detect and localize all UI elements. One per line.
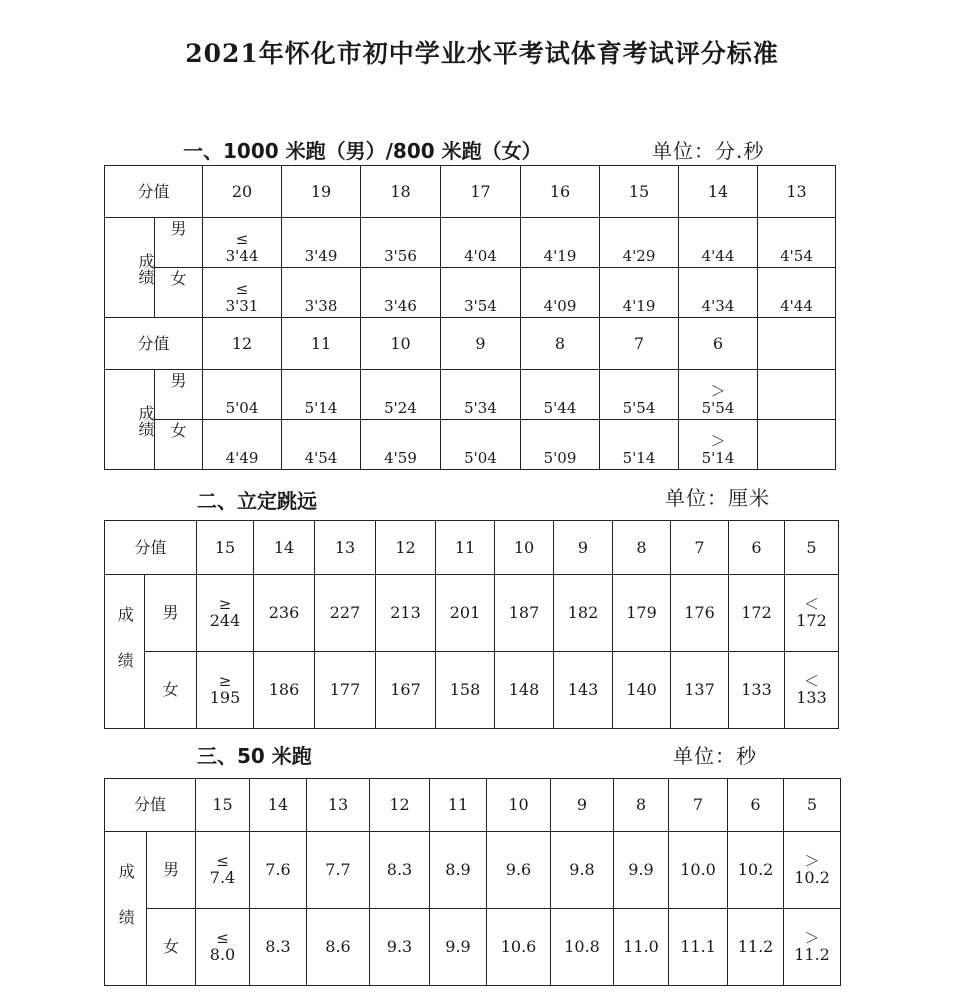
female-result-cell: [370, 909, 430, 986]
male-result-cell: [441, 218, 521, 268]
value: 9.8: [569, 860, 595, 880]
table-standing-long-jump: [104, 520, 839, 729]
female-result-cell: [196, 909, 250, 986]
section1-unit: 单位：分.秒: [652, 139, 765, 163]
value: 3'31: [225, 296, 259, 315]
value: 9.9: [628, 860, 654, 880]
score-cell: 19: [282, 166, 361, 218]
score-cell: 7: [669, 779, 728, 832]
value: 11.0: [623, 937, 659, 957]
score-cell: 13: [307, 779, 370, 832]
table-50m-run: [104, 778, 841, 986]
score-cell: 11: [282, 318, 361, 370]
score-cell: 15: [197, 521, 254, 575]
value: 172: [796, 611, 827, 631]
female-result-cell: [784, 909, 841, 986]
male-result-cell: [729, 575, 785, 652]
value: 167: [390, 680, 421, 700]
female-label: 女: [145, 652, 197, 729]
value: 148: [508, 680, 540, 700]
score-cell: 20: [203, 166, 282, 218]
score-cell: 13: [315, 521, 376, 575]
score-cell: 14: [254, 521, 315, 575]
value: 8.6: [325, 937, 351, 957]
male-result-cell: [551, 832, 614, 909]
value: 10.0: [680, 860, 716, 880]
male-result-cell: [600, 370, 679, 420]
score-row: [105, 318, 836, 370]
male-result-cell: [254, 575, 315, 652]
value: 7.4: [209, 868, 236, 888]
female-result-cell: [669, 909, 728, 986]
female-label: 女: [155, 420, 203, 470]
value: 4'34: [701, 296, 735, 315]
value: 137: [684, 680, 715, 700]
score-cell: 8: [613, 521, 671, 575]
female-result-cell: [203, 268, 282, 318]
value: 227: [329, 603, 361, 623]
page-title: 2021年怀化市初中学业水平考试体育考试评分标准: [185, 39, 779, 68]
female-result-cell: [441, 268, 521, 318]
score-cell: 5: [784, 779, 841, 832]
value: 187: [508, 603, 540, 623]
value: 236: [268, 603, 300, 623]
result-row-male: [105, 832, 841, 909]
score-cell: 14: [250, 779, 307, 832]
score-cell: 8: [614, 779, 669, 832]
value: 3'46: [384, 296, 417, 315]
comparison-symbol: ≥: [218, 594, 232, 613]
score-cell: 11: [436, 521, 495, 575]
score-cell: 18: [361, 166, 441, 218]
male-result-cell: [307, 832, 370, 909]
male-label: 男: [155, 218, 203, 268]
value: 5'04: [464, 448, 497, 467]
female-result-cell: [307, 909, 370, 986]
value: 179: [626, 603, 657, 623]
value: 133: [741, 680, 772, 700]
female-result-cell: [361, 268, 441, 318]
value: 4'54: [780, 246, 813, 265]
value: 11.1: [680, 937, 716, 957]
male-result-cell: [613, 575, 671, 652]
male-result-cell: [521, 218, 600, 268]
value: 213: [390, 603, 421, 623]
score-label: 分值: [105, 166, 203, 218]
score-label: 分值: [105, 779, 196, 832]
value: 10.6: [500, 937, 537, 957]
value: 186: [268, 680, 300, 700]
value: 5'54: [701, 398, 735, 417]
value: 9.9: [445, 937, 471, 957]
female-result-cell: [671, 652, 729, 729]
score-cell: 15: [600, 166, 679, 218]
male-result-cell: [728, 832, 784, 909]
male-result-cell: [785, 575, 839, 652]
value: 5'44: [543, 398, 577, 417]
value: 5'34: [464, 398, 497, 417]
value: 182: [567, 603, 599, 623]
male-result-cell: [361, 218, 441, 268]
female-result-cell: [551, 909, 614, 986]
male-result-cell: [282, 370, 361, 420]
female-result-cell: [282, 420, 361, 470]
value: 201: [449, 603, 481, 623]
female-result-cell: [495, 652, 554, 729]
value: 140: [626, 680, 657, 700]
male-result-cell: [671, 575, 729, 652]
score-cell: 7: [600, 318, 679, 370]
score-cell: 10: [487, 779, 551, 832]
male-result-cell: [521, 370, 600, 420]
female-result-cell: [282, 268, 361, 318]
male-result-cell: [600, 218, 679, 268]
comparison-symbol: ＞: [804, 928, 820, 947]
score-label: 分值: [105, 318, 203, 370]
value: 11.2: [737, 937, 774, 957]
value: 5'09: [543, 448, 577, 467]
score-cell: 10: [495, 521, 554, 575]
value: 177: [329, 680, 361, 700]
male-result-cell: [361, 370, 441, 420]
section2-heading: 二、立定跳远: [197, 489, 317, 513]
value: 4'44: [780, 296, 813, 315]
female-result-cell: [521, 268, 600, 318]
section1-heading: 一、1000 米跑（男）/800 米跑（女）: [183, 139, 542, 163]
male-result-cell: [250, 832, 307, 909]
male-label: 男: [155, 370, 203, 420]
value: 133: [796, 688, 827, 708]
score-cell: 12: [203, 318, 282, 370]
male-result-cell: [282, 218, 361, 268]
value: 172: [741, 603, 772, 623]
female-result-cell: [679, 268, 758, 318]
female-result-cell: [197, 652, 254, 729]
empty-cell: [758, 420, 836, 470]
value: 4'59: [384, 448, 417, 467]
female-result-cell: [376, 652, 436, 729]
result-row-male: [105, 575, 839, 652]
male-result-cell: [203, 218, 282, 268]
male-result-cell: [203, 370, 282, 420]
female-result-cell: [679, 420, 758, 470]
comparison-symbol: ≤: [216, 851, 229, 870]
female-result-cell: [785, 652, 839, 729]
value: 4'54: [304, 448, 338, 467]
table-1000m-run: [104, 165, 836, 470]
score-cell: 9: [554, 521, 613, 575]
score-cell: 10: [361, 318, 441, 370]
female-result-cell: [436, 652, 495, 729]
score-cell: 7: [671, 521, 729, 575]
female-result-cell: [554, 652, 613, 729]
value: 244: [209, 611, 241, 631]
score-cell: 12: [370, 779, 430, 832]
value: 4'19: [543, 246, 577, 265]
grade-label: 成绩: [105, 575, 145, 729]
score-cell: 15: [196, 779, 250, 832]
result-row-female: [105, 268, 836, 318]
male-result-cell: [487, 832, 551, 909]
value: 3'38: [304, 296, 338, 315]
value: 8.3: [265, 937, 291, 957]
female-result-cell: [521, 420, 600, 470]
female-result-cell: [729, 652, 785, 729]
score-row: [105, 166, 836, 218]
female-result-cell: [600, 420, 679, 470]
female-result-cell: [614, 909, 669, 986]
value: 7.7: [325, 860, 351, 880]
value: 195: [209, 688, 241, 708]
value: 158: [449, 680, 481, 700]
female-result-cell: [315, 652, 376, 729]
male-result-cell: [679, 370, 758, 420]
male-result-cell: [436, 575, 495, 652]
score-cell: 17: [441, 166, 521, 218]
score-row: [105, 521, 839, 575]
section3-unit: 单位：秒: [673, 744, 757, 768]
female-result-cell: [600, 268, 679, 318]
male-result-cell: [441, 370, 521, 420]
male-label: 男: [147, 832, 196, 909]
male-result-cell: [784, 832, 841, 909]
male-result-cell: [370, 832, 430, 909]
female-result-cell: [441, 420, 521, 470]
value: 3'49: [304, 246, 338, 265]
score-cell: 13: [758, 166, 836, 218]
female-result-cell: [613, 652, 671, 729]
female-result-cell: [728, 909, 784, 986]
female-result-cell: [254, 652, 315, 729]
value: 4'44: [701, 246, 735, 265]
score-cell: 5: [785, 521, 839, 575]
female-result-cell: [203, 420, 282, 470]
value: 3'56: [384, 246, 417, 265]
grade-label: 成绩: [105, 370, 155, 470]
value: 10.2: [737, 860, 774, 880]
male-result-cell: [614, 832, 669, 909]
comparison-symbol: ＞: [710, 432, 726, 450]
value: 5'04: [225, 398, 259, 417]
value: 9.6: [505, 860, 532, 880]
female-result-cell: [758, 268, 836, 318]
male-result-cell: [196, 832, 250, 909]
comparison-symbol: ≤: [216, 928, 229, 947]
male-label: 男: [145, 575, 197, 652]
score-cell: 11: [430, 779, 487, 832]
value: 143: [567, 680, 599, 700]
score-cell: 8: [521, 318, 600, 370]
value: 5'54: [622, 398, 656, 417]
score-label: 分值: [105, 521, 197, 575]
male-result-cell: [554, 575, 613, 652]
female-result-cell: [361, 420, 441, 470]
value: 4'04: [464, 246, 497, 265]
value: 4'09: [543, 296, 577, 315]
value: 11.2: [794, 945, 830, 965]
value: 10.2: [794, 868, 830, 888]
section2-unit: 单位：厘米: [665, 486, 770, 510]
value: 8.3: [386, 860, 413, 880]
value: 8.0: [209, 945, 236, 965]
female-result-cell: [487, 909, 551, 986]
male-result-cell: [376, 575, 436, 652]
male-result-cell: [758, 218, 836, 268]
score-cell: 16: [521, 166, 600, 218]
comparison-symbol: ＜: [804, 594, 820, 613]
comparison-symbol: ＜: [804, 671, 820, 690]
score-cell: 6: [679, 318, 758, 370]
value: 4'49: [225, 448, 259, 467]
female-result-cell: [430, 909, 487, 986]
result-row-female: [105, 420, 836, 470]
result-row-male: [105, 218, 836, 268]
grade-label: 成绩: [105, 218, 155, 318]
female-label: 女: [155, 268, 203, 318]
comparison-symbol: ＞: [804, 851, 820, 870]
score-cell: 9: [441, 318, 521, 370]
result-row-female: [105, 652, 839, 729]
male-result-cell: [495, 575, 554, 652]
value: 5'14: [701, 448, 735, 467]
value: 5'14: [304, 398, 338, 417]
value: 176: [684, 603, 715, 623]
male-result-cell: [197, 575, 254, 652]
male-result-cell: [669, 832, 728, 909]
value: 5'14: [622, 448, 656, 467]
value: 9.3: [386, 937, 413, 957]
value: 3'44: [225, 246, 259, 265]
score-cell: 12: [376, 521, 436, 575]
result-row-female: [105, 909, 841, 986]
value: 3'54: [464, 296, 497, 315]
score-cell: 6: [729, 521, 785, 575]
female-result-cell: [250, 909, 307, 986]
value: 10.8: [564, 937, 600, 957]
value: 4'19: [622, 296, 656, 315]
male-result-cell: [679, 218, 758, 268]
comparison-symbol: ≤: [235, 230, 249, 248]
comparison-symbol: ≥: [218, 671, 232, 690]
grade-label: 成绩: [105, 832, 147, 986]
comparison-symbol: ≤: [235, 280, 249, 298]
value: 8.9: [445, 860, 471, 880]
value: 5'24: [384, 398, 417, 417]
male-result-cell: [315, 575, 376, 652]
score-cell: [758, 318, 836, 370]
section3-heading: 三、50 米跑: [197, 744, 312, 768]
result-row-male: [105, 370, 836, 420]
score-cell: 14: [679, 166, 758, 218]
comparison-symbol: ＞: [710, 382, 726, 400]
score-row: [105, 779, 841, 832]
female-label: 女: [147, 909, 196, 986]
score-cell: 9: [551, 779, 614, 832]
value: 4'29: [622, 246, 656, 265]
empty-cell: [758, 370, 836, 420]
value: 7.6: [265, 860, 291, 880]
score-cell: 6: [728, 779, 784, 832]
male-result-cell: [430, 832, 487, 909]
